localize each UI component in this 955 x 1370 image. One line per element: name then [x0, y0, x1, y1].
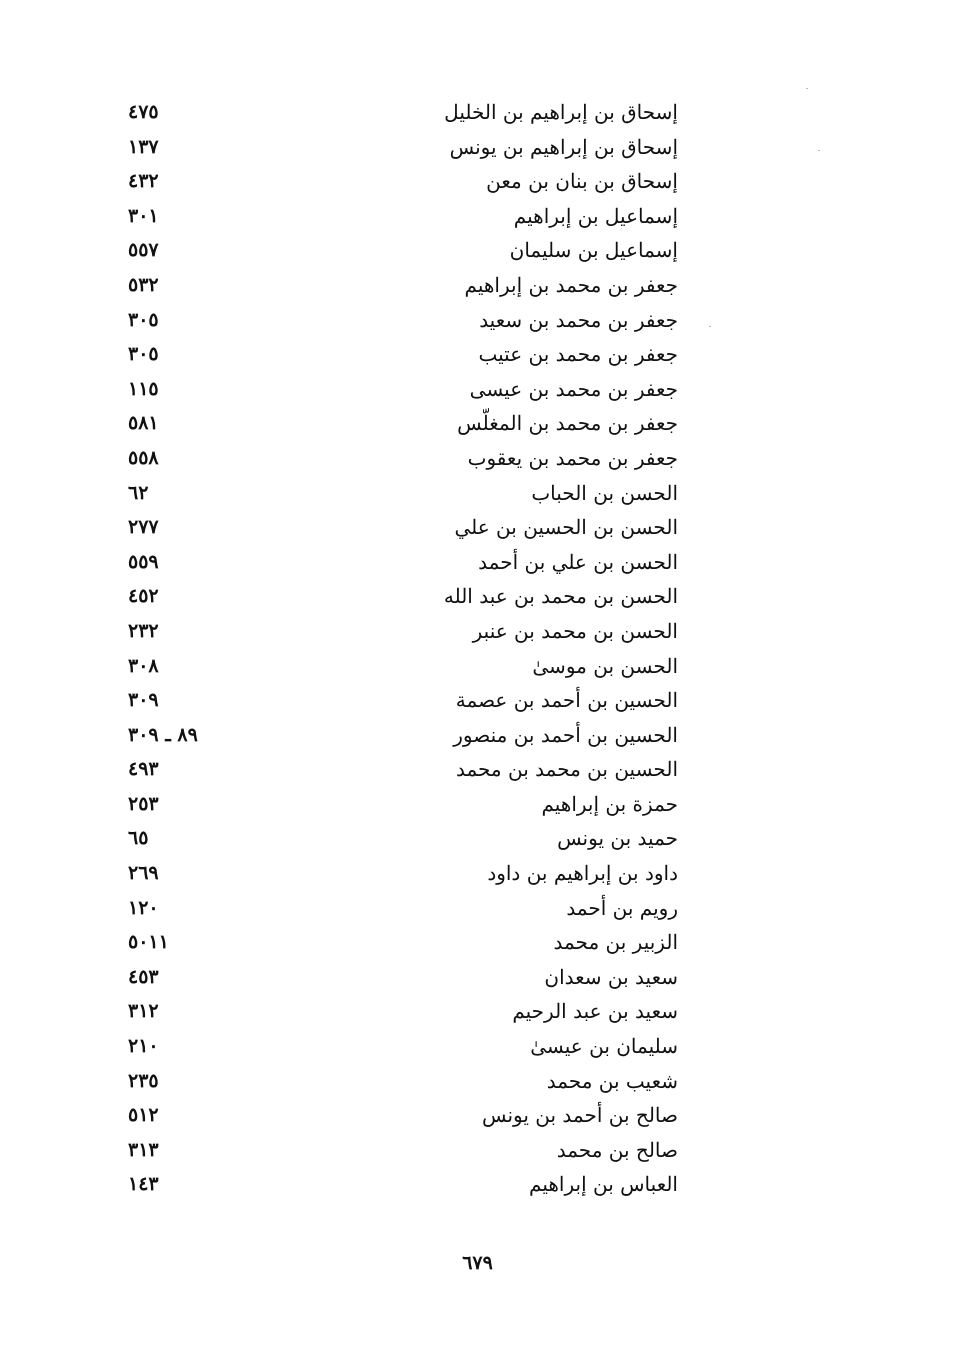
index-entry [0, 1065, 955, 1100]
entry-page-number: ٣٠٨ [128, 654, 159, 677]
index-entry [0, 1134, 955, 1169]
entry-name: الحسن بن محمد بن عبد الله [443, 584, 678, 609]
entry-name: جعفر بن محمد بن عتيب [478, 342, 678, 367]
scan-speck [709, 326, 711, 327]
entry-name: جعفر بن محمد بن إبراهيم [464, 272, 678, 297]
entry-page-number: ٣٠٥ [128, 308, 159, 331]
name-index-list [0, 96, 955, 1203]
entry-name: إسحاق بن بنان بن معن [486, 169, 678, 194]
entry-name: العباس بن إبراهيم [529, 1172, 678, 1197]
entry-name: الحسن بن موسىٰ [532, 653, 678, 678]
entry-page-number: ٢٥٣ [128, 792, 159, 815]
index-entry [0, 96, 955, 131]
index-entry [0, 822, 955, 857]
entry-page-number: ٢٣٢ [128, 619, 159, 642]
index-entry [0, 477, 955, 512]
index-entry [0, 615, 955, 650]
index-entry [0, 788, 955, 823]
scan-speck [818, 150, 820, 151]
entry-page-number: ٣٠٥ [128, 343, 159, 366]
index-entry [0, 304, 955, 339]
entry-page-number: ١٤٣ [128, 1173, 159, 1196]
entry-name: سعيد بن سعدان [544, 964, 678, 989]
entry-name: جعفر بن محمد بن عيسى [469, 376, 678, 401]
entry-page-number: ٣١٢ [128, 1000, 159, 1023]
index-entry [0, 442, 955, 477]
entry-page-number: ٢٦٩ [128, 862, 159, 885]
page-number: ٦٧٩ [462, 1252, 493, 1274]
index-entry [0, 857, 955, 892]
entry-name: الحسين بن أحمد بن عصمة [455, 688, 678, 713]
entry-page-number: ٣٠٩ [128, 689, 159, 712]
index-entry [0, 1099, 955, 1134]
index-entry [0, 1168, 955, 1203]
entry-name: جعفر بن محمد بن المغلّس [457, 411, 678, 436]
entry-page-number: ٥٥٨ [128, 446, 159, 469]
entry-name: الحسين بن أحمد بن منصور [453, 722, 678, 747]
entry-page-number: ٣١٣ [128, 1138, 159, 1161]
index-entry [0, 961, 955, 996]
entry-page-number: ٤٧٥ [128, 101, 159, 123]
entry-page-number: ٨٩ ـ ٣٠٩ [128, 723, 198, 746]
index-entry [0, 926, 955, 961]
entry-name: الزبير بن محمد [553, 930, 678, 955]
index-entry [0, 131, 955, 166]
entry-page-number: ٦٥ [128, 827, 149, 850]
index-entry [0, 580, 955, 615]
index-entry [0, 234, 955, 269]
index-entry [0, 995, 955, 1030]
entry-page-number: ٦٢ [128, 481, 149, 504]
entry-page-number: ١٣٧ [128, 135, 159, 158]
scan-speck [806, 88, 808, 89]
index-entry [0, 719, 955, 754]
entry-name: إسماعيل بن إبراهيم [513, 203, 678, 228]
entry-name: إسحاق بن إبراهيم بن الخليل [444, 100, 678, 124]
entry-page-number: ٤٥٣ [128, 965, 159, 988]
entry-page-number: ٥١٢ [128, 1104, 159, 1127]
index-entry [0, 338, 955, 373]
entry-name: حميد بن يونس [557, 826, 678, 851]
entry-name: حمزة بن إبراهيم [541, 791, 678, 816]
entry-name: جعفر بن محمد بن سعيد [479, 307, 678, 332]
entry-page-number: ٥٥٩ [128, 550, 159, 573]
index-entry [0, 165, 955, 200]
entry-name: الحسن بن علي بن أحمد [478, 549, 678, 574]
entry-name: الحسن بن الحسين بن علي [454, 515, 678, 540]
entry-page-number: ٤٥٢ [128, 585, 159, 608]
index-entry [0, 684, 955, 719]
entry-page-number: ٤٣٢ [128, 170, 159, 193]
entry-page-number: ٥٥٧ [128, 239, 159, 262]
index-entry [0, 269, 955, 304]
entry-name: سعيد بن عبد الرحيم [512, 999, 678, 1024]
entry-page-number: ٤٩٣ [128, 758, 159, 781]
entry-name: إسحاق بن إبراهيم بن يونس [449, 134, 678, 159]
entry-page-number: ١٢٠ [128, 896, 159, 919]
entry-page-number: ٢٣٥ [128, 1069, 159, 1092]
entry-name: رويم بن أحمد [566, 895, 678, 920]
index-entry [0, 511, 955, 546]
index-entry [0, 892, 955, 927]
index-entry [0, 407, 955, 442]
entry-name: شعيب بن محمد [546, 1068, 678, 1093]
entry-page-number: ٥٨١ [128, 412, 159, 435]
entry-page-number: ٥٠١١ [128, 931, 169, 954]
index-entry [0, 373, 955, 408]
entry-name: إسماعيل بن سليمان [509, 238, 678, 263]
entry-name: داود بن إبراهيم بن داود [487, 861, 678, 886]
entry-name: الحسين بن محمد بن محمد [455, 757, 678, 782]
index-entry [0, 546, 955, 581]
index-entry [0, 1030, 955, 1065]
entry-page-number: ٢٧٧ [128, 516, 159, 539]
index-entry [0, 200, 955, 235]
entry-name: صالح بن أحمد بن يونس [481, 1103, 678, 1128]
entry-name: الحسن بن الحباب [531, 480, 678, 505]
index-entry [0, 753, 955, 788]
entry-page-number: ٢١٠ [128, 1035, 159, 1058]
entry-page-number: ١١٥ [128, 377, 159, 400]
entry-page-number: ٥٣٢ [128, 273, 159, 296]
index-entry [0, 650, 955, 685]
entry-name: سليمان بن عيسىٰ [530, 1034, 678, 1059]
entry-page-number: ٣٠١ [128, 204, 159, 227]
entry-name: صالح بن محمد [556, 1137, 678, 1162]
entry-name: جعفر بن محمد بن يعقوب [467, 445, 678, 470]
entry-name: الحسن بن محمد بن عنبر [472, 618, 678, 643]
